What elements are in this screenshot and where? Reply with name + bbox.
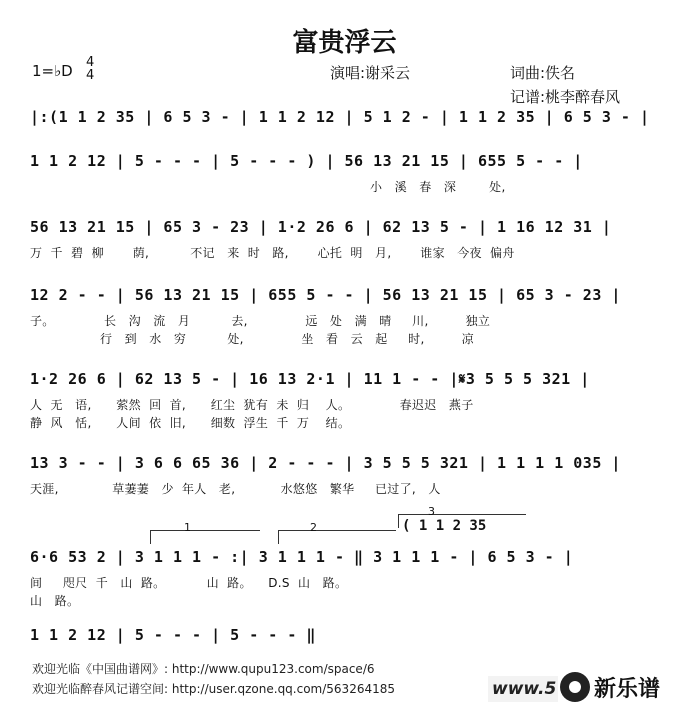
song-title: 富贵浮云 bbox=[292, 28, 397, 58]
lyrics-row-3: 万 千 碧 柳 荫, 不记 来 时 路, 心托 明 月, 谁家 今夜 偏舟 bbox=[30, 246, 515, 260]
time-top: 4 bbox=[86, 55, 95, 70]
lyricist-composer: 词曲:佚名 bbox=[510, 64, 576, 82]
volta-bracket-2 bbox=[278, 530, 396, 531]
volta-2-label: 2 bbox=[310, 521, 317, 534]
score-row-5: 1·2 26 6 | 62 13 5 - | 16 13 2·1 | 11 1 - - |𝄋3 5 5 5 321 | bbox=[30, 370, 590, 388]
time-bottom: 4 bbox=[86, 68, 95, 83]
volta-3-label: 3 bbox=[428, 505, 435, 518]
score-row-3: 56 13 21 15 | 65 3 - 23 | 1·2 26 6 | 62 13 5 - | 1 16 12 31 | bbox=[30, 218, 612, 236]
lyrics-row-4a: 子。 长 沟 流 月 去, 远 处 满 晴 川, 独立 bbox=[30, 314, 491, 328]
score-row-8: 1 1 2 12 | 5 - - - | 5 - - - ‖ bbox=[30, 626, 316, 644]
volta-bracket-2-edge bbox=[278, 530, 279, 544]
lyrics-row-4b: 行 到 水 穷 处, 坐 看 云 起 时, 凉 bbox=[30, 332, 474, 346]
time-signature bbox=[86, 56, 94, 82]
singer: 演唱:谢采云 bbox=[330, 64, 411, 82]
vinyl-record-icon bbox=[560, 672, 590, 702]
footer-link-qupu[interactable]: 欢迎光临《中国曲谱网》: http://www.qupu123.com/space/6 bbox=[32, 662, 375, 676]
score-row-2: 1 1 2 12 | 5 - - - | 5 - - - ) | 56 13 21 15 | 655 5 - - | bbox=[30, 152, 583, 170]
lyrics-row-5b: 静 风 恬, 人间 依 旧, 细数 浮生 千 万 结。 bbox=[30, 416, 351, 430]
lyrics-row-6: 天涯, 草萋萋 少 年人 老, 水悠悠 繁华 已过了, 人 bbox=[30, 482, 441, 496]
score-row-4: 12 2 - - | 56 13 21 15 | 655 5 - - | 56 13 21 15 | 65 3 - 23 | bbox=[30, 286, 621, 304]
lyrics-row-7b: 山 路。 bbox=[30, 594, 80, 608]
volta-1-label: 1 bbox=[184, 521, 191, 534]
score-row-7: 6·6 53 2 | 3 1 1 1 - :| 3 1 1 1 - ‖ 3 1 1 1 - | 6 5 3 - | bbox=[30, 548, 574, 566]
score-row-1: |:(1 1 2 35 | 6 5 3 - | 1 1 2 12 | 5 1 2 - | 1 1 2 35 | 6 5 3 - | bbox=[30, 108, 650, 126]
lyrics-row-2: 小 溪 春 深 处, bbox=[370, 180, 506, 194]
transcriber: 记谱:桃李醉春风 bbox=[510, 88, 621, 106]
key-signature: 1=♭D bbox=[32, 62, 73, 80]
volta-bracket-3-edge bbox=[398, 514, 399, 528]
score-row-6: 13 3 - - | 3 6 6 65 36 | 2 - - - | 3 5 5 5 321 | 1 1 1 1 035 | bbox=[30, 454, 621, 472]
volta-bracket-1-edge bbox=[150, 530, 151, 544]
footer-link-qzone[interactable]: 欢迎光临醉春风记谱空间: http://user.qzone.qq.com/563264185 bbox=[32, 682, 396, 696]
watermark-brand: 新乐谱 bbox=[594, 677, 661, 702]
lyrics-row-5a: 人 无 语, 萦然 回 首, 红尘 犹有 未 归 人。 春迟迟 燕子 bbox=[30, 398, 474, 412]
lyrics-row-7a: 间 咫尺 千 山 路。 山 路。 D.S 山 路。 bbox=[30, 576, 348, 590]
volta-bracket-3 bbox=[398, 514, 526, 515]
bridge-phrase: ( 1 1 2 35 bbox=[402, 518, 487, 534]
watermark-url: www.5 bbox=[492, 679, 557, 699]
volta-bracket-1 bbox=[150, 530, 260, 531]
